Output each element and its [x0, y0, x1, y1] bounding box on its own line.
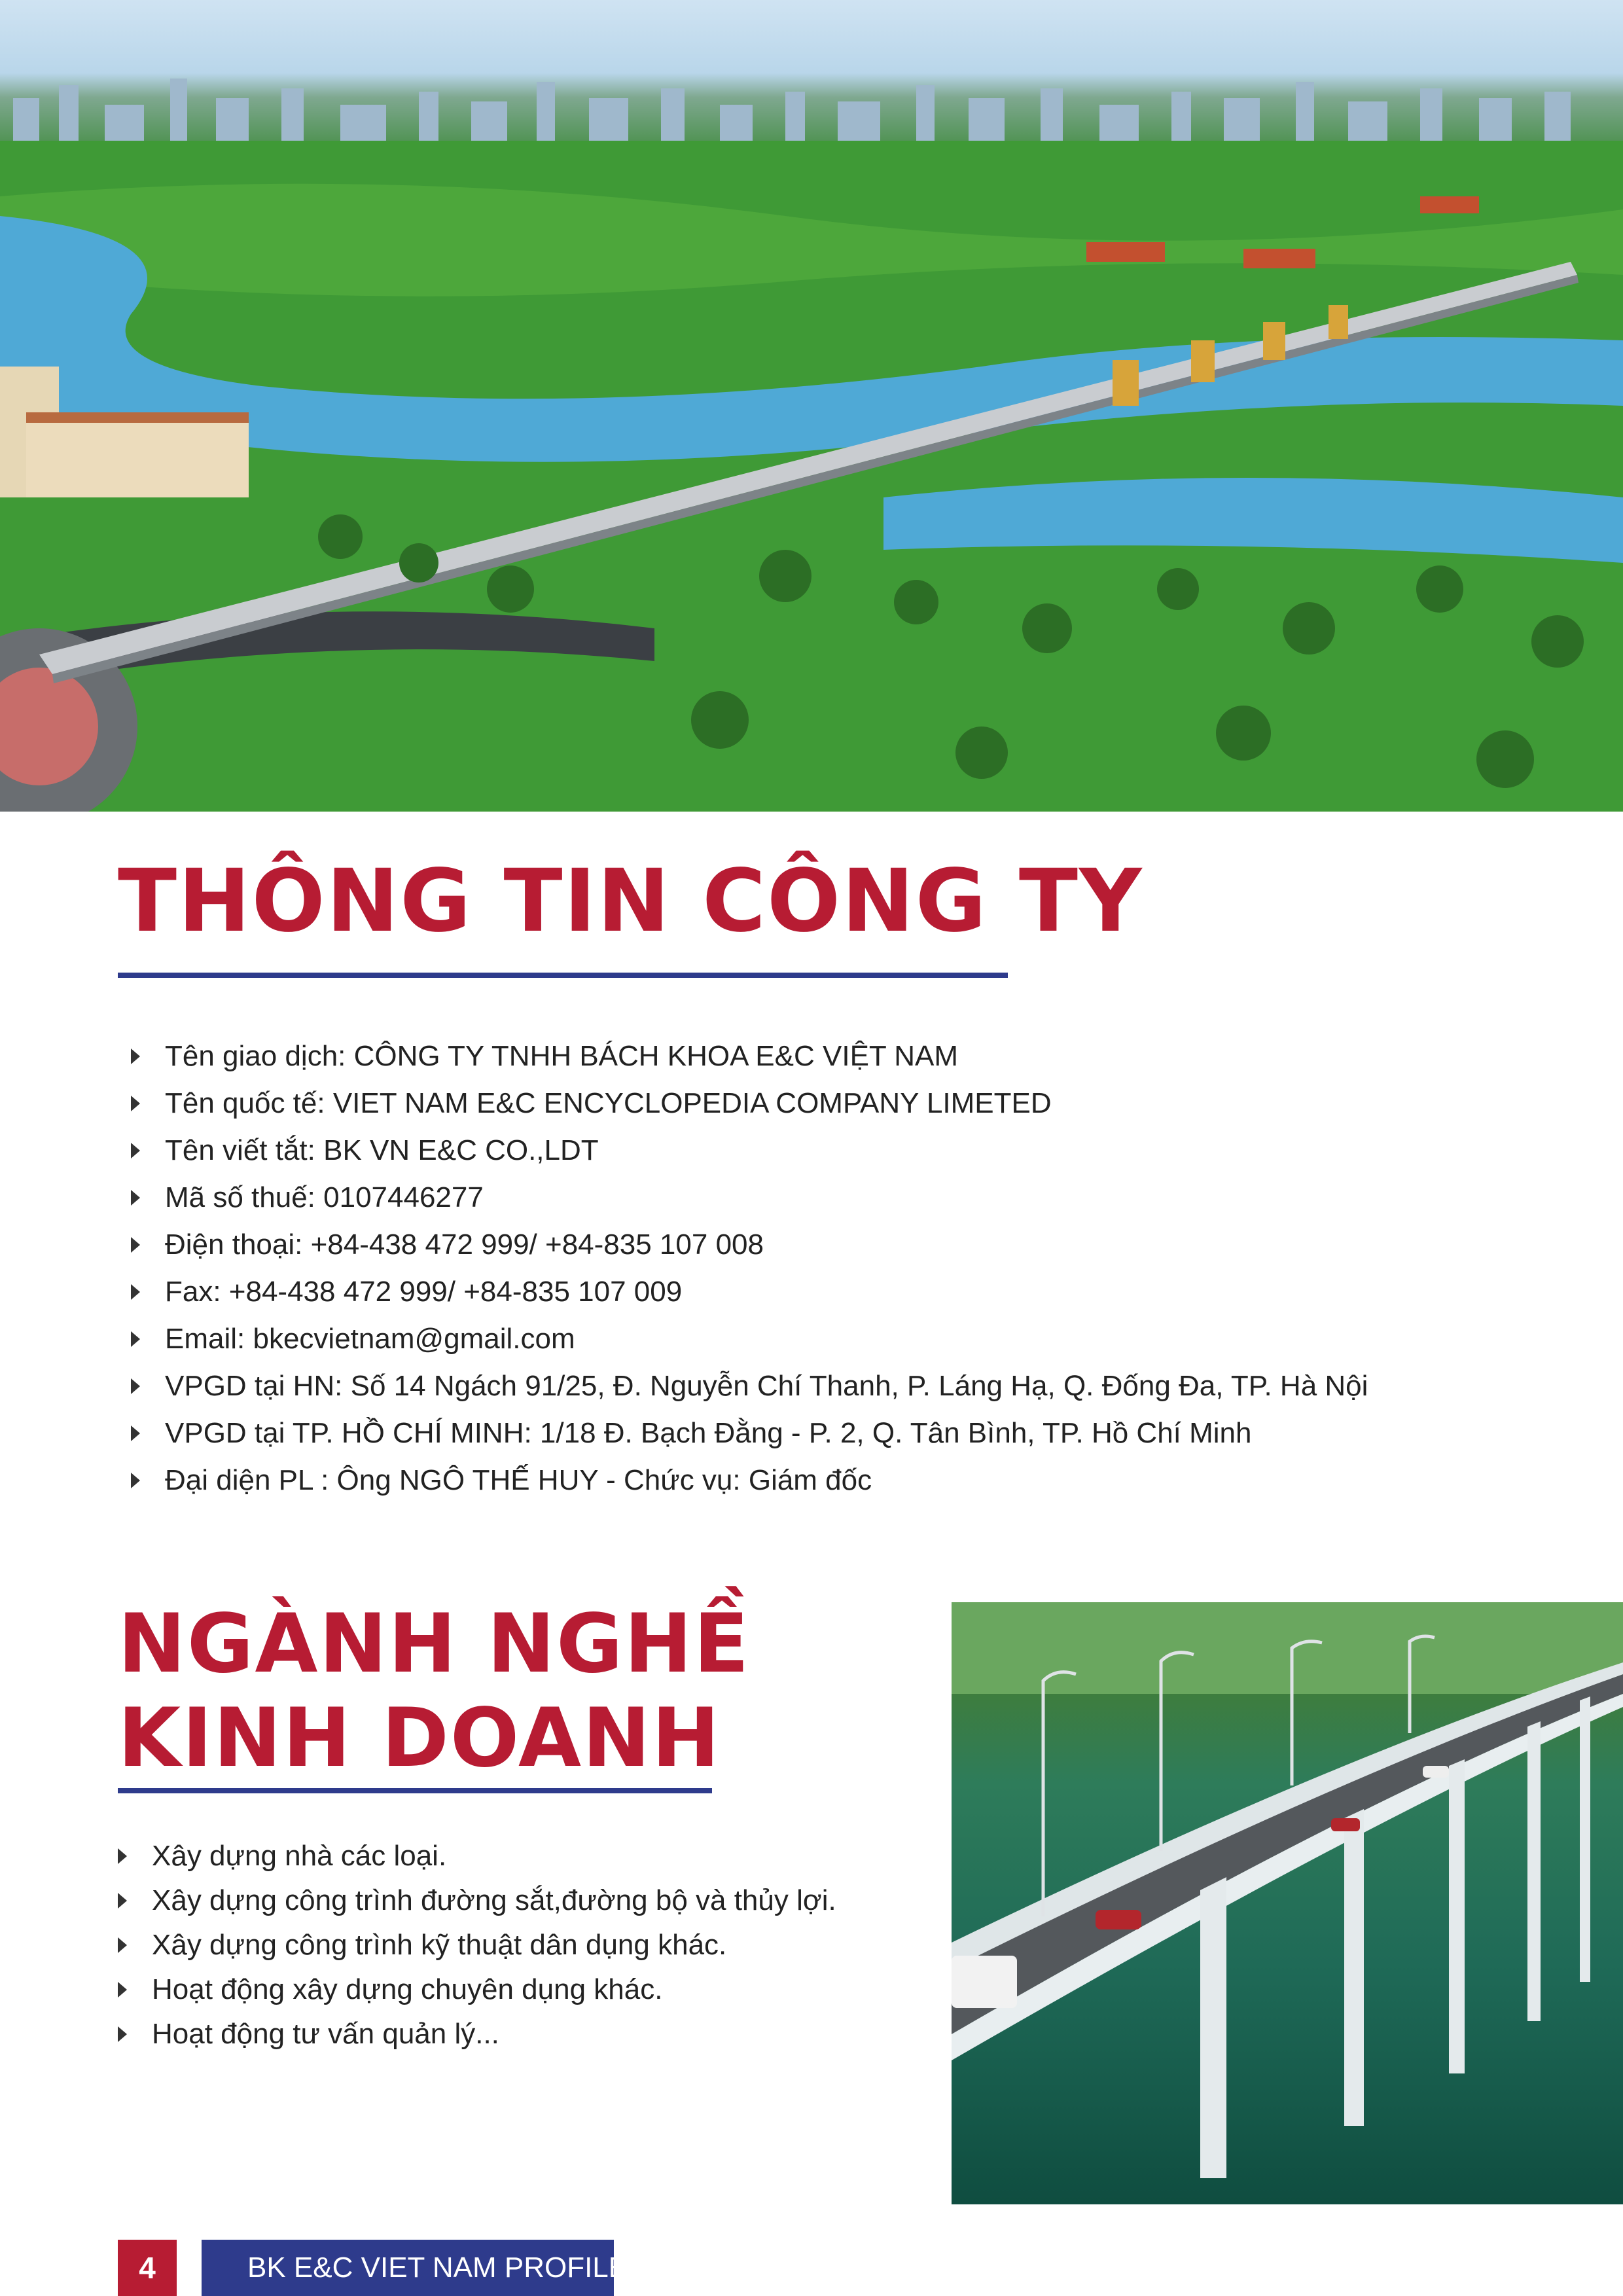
bridge-illustration: [952, 1602, 1623, 2204]
bullet-arrow-icon: [131, 1143, 140, 1158]
list-item: Fax: +84-438 472 999/ +84-835 107 009: [131, 1268, 1368, 1316]
title-underline: [118, 973, 1008, 978]
hero-bridge-aerial-image: [0, 0, 1623, 812]
business-lines-list: [118, 1834, 836, 2056]
footer-label: BK E&C VIET NAM PROFILE: [202, 2240, 614, 2296]
list-item: Xây dựng nhà các loại.: [118, 1834, 836, 1878]
list-item: Xây dựng công trình kỹ thuật dân dụng khác.: [118, 1923, 836, 1967]
list-item: Email: bkecvietnam@gmail.com: [131, 1316, 1368, 1363]
bullet-arrow-icon: [131, 1473, 140, 1488]
list-item: Đại diện PL : Ông NGÔ THẾ HUY - Chức vụ: Giám đốc: [131, 1457, 1368, 1504]
bullet-arrow-icon: [131, 1378, 140, 1394]
list-item: Tên quốc tế: VIET NAM E&C ENCYCLOPEDIA COMPANY LIMETED: [131, 1080, 1368, 1127]
list-item: VPGD tại HN: Số 14 Ngách 91/25, Đ. Nguyễn Chí Thanh, P. Láng Hạ, Q. Đống Đa, TP. Hà Nội: [131, 1363, 1368, 1410]
section-title-company-info: THÔNG TIN CÔNG TY: [118, 851, 1143, 952]
section-title-business-lines: [118, 1597, 750, 1785]
list-item: Xây dựng công trình đường sắt,đường bộ và thủy lợi.: [118, 1878, 836, 1923]
list-item: Hoạt động tư vấn quản lý...: [118, 2012, 836, 2056]
list-item: Mã số thuế: 0107446277: [131, 1174, 1368, 1221]
hero-illustration: [0, 0, 1623, 812]
bullet-arrow-icon: [131, 1190, 140, 1206]
bullet-arrow-icon: [131, 1096, 140, 1111]
bullet-arrow-icon: [118, 1893, 127, 1909]
bullet-arrow-icon: [118, 1937, 127, 1953]
title-line-1: NGÀNH NGHỀ: [118, 1597, 751, 1691]
title-line-2: KINH DOANH: [118, 1691, 721, 1785]
bullet-arrow-icon: [118, 2026, 127, 2042]
list-item: Tên viết tắt: BK VN E&C CO.,LDT: [131, 1127, 1368, 1174]
bullet-arrow-icon: [131, 1331, 140, 1347]
bullet-arrow-icon: [131, 1237, 140, 1253]
bullet-arrow-icon: [131, 1049, 140, 1064]
bullet-arrow-icon: [118, 1982, 127, 1998]
list-item: Tên giao dịch: CÔNG TY TNHH BÁCH KHOA E&C VIỆT NAM: [131, 1033, 1368, 1080]
page-number: 4: [118, 2240, 177, 2296]
list-item: VPGD tại TP. HỒ CHÍ MINH: 1/18 Đ. Bạch Đằng - P. 2, Q. Tân Bình, TP. Hồ Chí Minh: [131, 1410, 1368, 1457]
title-underline: [118, 1788, 712, 1793]
company-info-list: [131, 1033, 1368, 1504]
bullet-arrow-icon: [131, 1284, 140, 1300]
bullet-arrow-icon: [118, 1848, 127, 1864]
bullet-arrow-icon: [131, 1426, 140, 1441]
list-item: Hoạt động xây dựng chuyên dụng khác.: [118, 1967, 836, 2012]
list-item: Điện thoại: +84-438 472 999/ +84-835 107 008: [131, 1221, 1368, 1268]
bridge-photo: [952, 1602, 1623, 2204]
